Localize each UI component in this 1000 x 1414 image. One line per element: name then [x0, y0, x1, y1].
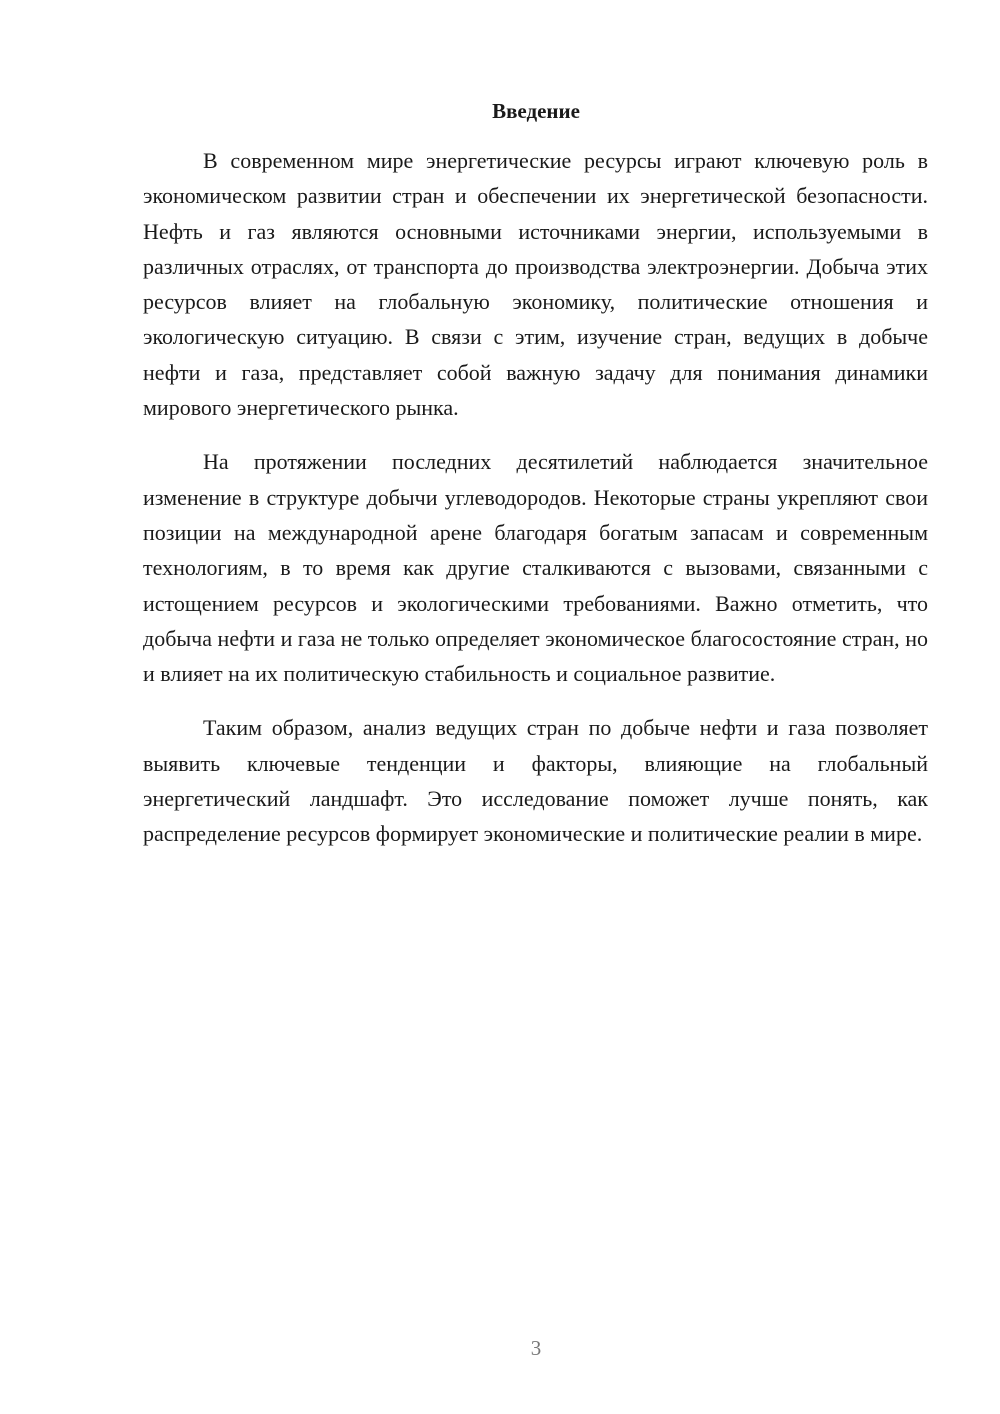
section-heading: Введение [492, 99, 580, 123]
body-text [143, 143, 928, 871]
paragraph-2: На протяжении последних десятилетий наблюдается значительное изменение в структуре добычи углеводородов. Некоторые страны укрепляют свои позиции на международной арене благодаря богатым запасам и современным технологиям, в то время как другие сталкиваются с вызовами, связанными с истощением ресурсов и экологическими требованиями. Важно отметить, что добыча нефти и газа не только определяет экономическое благосостояние стран, но и влияет на их политическую стабильность и социальное развитие. [143, 449, 928, 687]
page-number: 3 [530, 1336, 542, 1360]
paragraph-1: В современном мире энергетические ресурсы играют ключевую роль в экономическом развитии стран и обеспечении их энергетической безопасности. Нефть и газ являются основными источниками энергии, используемыми в различных отраслях, от транспорта до производства электроэнергии. Добыча этих ресурсов влияет на глобальную экономику, политические отношения и экологическую ситуацию. В связи с этим, изучение стран, ведущих в добыче нефти и газа, представляет собой важную задачу для понимания динамики мирового энергетического рынка. [143, 148, 928, 421]
paragraph-3: Таким образом, анализ ведущих стран по добыче нефти и газа позволяет выявить ключевые тенденции и факторы, влияющие на глобальный энергетический ландшафт. Это исследование поможет лучше понять, как распределение ресурсов формирует экономические и политические реалии в мире. [143, 715, 928, 847]
